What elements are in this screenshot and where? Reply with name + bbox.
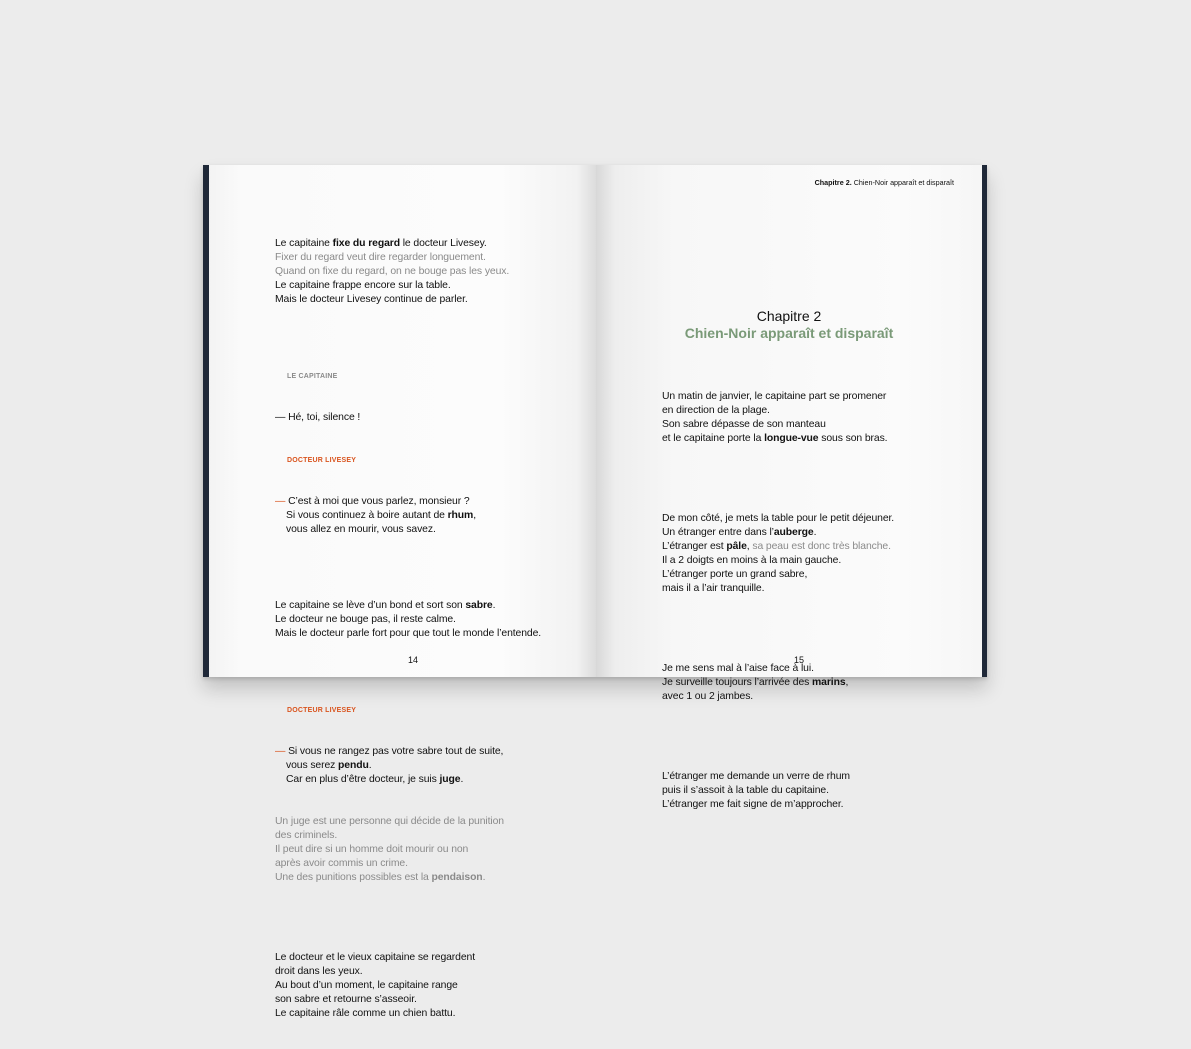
text-line: Le capitaine râle comme un chien battu. [275, 1008, 456, 1019]
text-line: son sabre et retourne s’asseoir. [275, 994, 417, 1005]
text-line: des criminels. [275, 830, 338, 841]
text-line: L’étranger me demande un verre de rhum [662, 771, 850, 782]
right-page-text [662, 362, 894, 840]
text-line: Il a 2 doigts en moins à la main gauche. [662, 555, 842, 566]
speech-line: Car en plus d’être docteur, je suis juge. [286, 774, 464, 785]
right-paragraph-2 [662, 512, 894, 596]
speaker-label-doctor-2: DOCTEUR LIVESEY [287, 707, 357, 714]
speaker-label-doctor: DOCTEUR LIVESEY [287, 457, 357, 464]
text-line: Un étranger entre dans l’auberge. [662, 527, 817, 538]
left-page-text [275, 209, 541, 1049]
text-line: Le docteur et le vieux capitaine se regardent [275, 952, 475, 963]
speech-line: vous allez en mourir, vous savez. [286, 524, 436, 535]
doctor-speech-2 [275, 745, 541, 787]
page-number-right: 15 [793, 655, 804, 665]
text-line: avec 1 ou 2 jambes. [662, 691, 754, 702]
text-line: Le docteur ne bouge pas, il reste calme. [275, 614, 456, 625]
speech-line: — Si vous ne rangez pas votre sabre tout de suite, [275, 746, 504, 757]
text-line: L’étranger est pâle, sa peau est donc très blanche. [662, 541, 891, 552]
doctor-speech-1 [275, 495, 541, 537]
text-line: Mais le docteur parle fort pour que tout le monde l’entende. [275, 628, 542, 639]
text-line: Je surveille toujours l’arrivée des marins, [662, 677, 849, 688]
text-line: Un matin de janvier, le capitaine part se promener [662, 391, 887, 402]
chapter-title: Chien-Noir apparaît et disparaît [684, 325, 894, 341]
running-head-chapter: Chapitre 2. [814, 178, 852, 187]
text-line: Au bout d’un moment, le capitaine range [275, 980, 458, 991]
text-line: Je me sens mal à l’aise face à lui. [662, 663, 814, 674]
text-line: Son sabre dépasse de son manteau [662, 419, 826, 430]
right-paragraph-1 [662, 390, 894, 446]
dialogue-dash: — [275, 746, 289, 757]
speech-line: Si vous continuez à boire autant de rhum, [286, 510, 476, 521]
chapter-number: Chapitre 2 [756, 308, 822, 324]
text-line: Mais le docteur Livesey continue de parler. [275, 294, 468, 305]
text-line: Une des punitions possibles est la pendaison. [275, 872, 486, 883]
text-line: après avoir commis un crime. [275, 858, 408, 869]
left-page [209, 165, 596, 1019]
right-paragraph-4 [662, 770, 894, 812]
text-line: Il peut dire si un homme doit mourir ou non [275, 844, 469, 855]
speaker-label-captain: LE CAPITAINE [287, 373, 338, 380]
speech-line: — C’est à moi que vous parlez, monsieur ? [275, 496, 470, 507]
text-line: droit dans les yeux. [275, 966, 363, 977]
right-paragraph-3 [662, 662, 894, 704]
text-line: Le capitaine frappe encore sur la table. [275, 280, 451, 291]
text-line: Le capitaine se lève d’un bond et sort son sabre. [275, 600, 496, 611]
text-line: De mon côté, je mets la table pour le petit déjeuner. [662, 513, 895, 524]
speech-line: vous serez pendu. [286, 760, 372, 771]
text-line: Fixer du regard veut dire regarder longuement. [275, 252, 486, 263]
left-block-4 [275, 951, 541, 1021]
open-book [203, 165, 987, 1019]
text-line: L’étranger porte un grand sabre, [662, 569, 808, 580]
running-head-title: Chien-Noir apparaît et disparaît [851, 178, 954, 187]
left-block-3 [275, 815, 541, 885]
left-block-1 [275, 237, 541, 307]
text-line: L’étranger me fait signe de m’approcher. [662, 799, 844, 810]
right-page [596, 165, 982, 810]
text-line: Le capitaine fixe du regard le docteur Livesey. [275, 238, 487, 249]
running-head [815, 178, 954, 187]
left-block-2 [275, 599, 541, 641]
dialogue-dash: — [275, 496, 289, 507]
text-line: puis il s’assoit à la table du capitaine. [662, 785, 829, 796]
text-line: Un juge est une personne qui décide de la punition [275, 816, 504, 827]
book-cover-edge-right [982, 165, 987, 677]
text-line: Quand on fixe du regard, on ne bouge pas les yeux. [275, 266, 510, 277]
text-line: en direction de la plage. [662, 405, 770, 416]
text-line: et le capitaine porte la longue-vue sous son bras. [662, 433, 888, 444]
page-number-left: 14 [407, 655, 418, 665]
captain-speech: — Hé, toi, silence ! [275, 412, 361, 423]
text-line: mais il a l’air tranquille. [662, 583, 765, 594]
